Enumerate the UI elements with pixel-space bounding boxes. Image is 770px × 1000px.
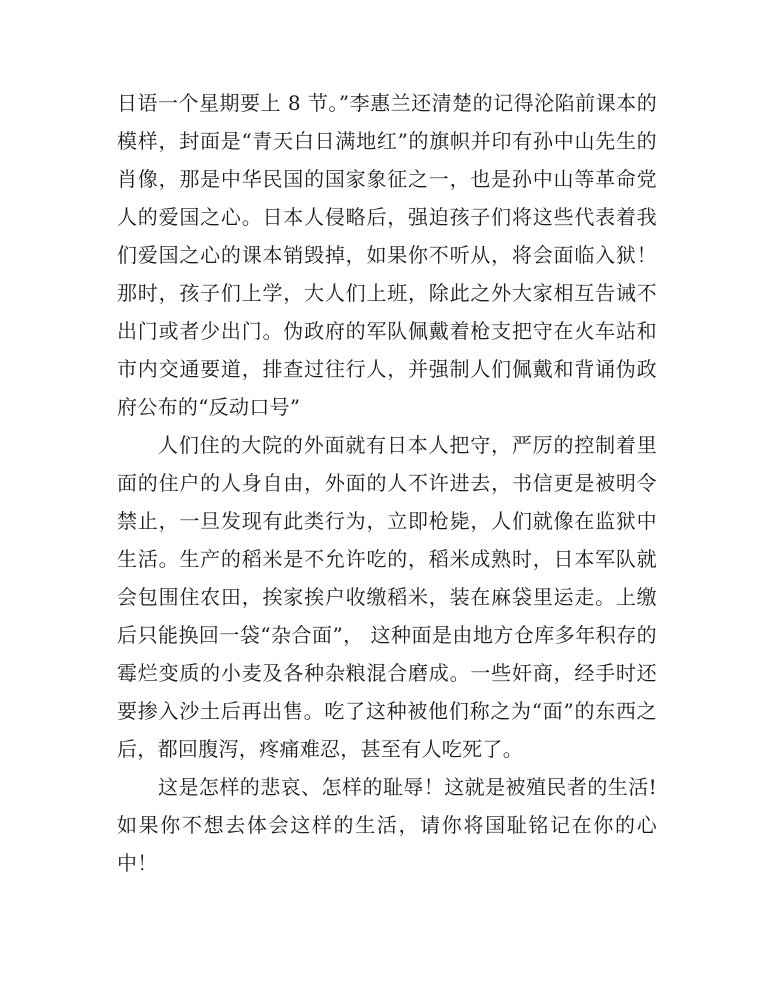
paragraph-occupation-control: 人们住的大院的外面就有日本人把守，严厉的控制着里面的住户的人身自由，外面的人不许进去，书信更是被明令禁止，一旦发现有此类行为，立即枪毙，人们就像在监狱中生活。生产的稻米是不允许吃的，稻米成熟时，日本军队就会包围住农田，挨家挨户收缴稻米，装在麻袋里运走。上缴后只能换回一袋“杂合面”， 这种面是由地方仓库多年积存的霉烂变质的小麦及各种杂粮混合磨成。一些奸商，经手时还要掺入沙土后再出售。吃了这种被他们称之为“面”的东西之后，都回腹泻，疼痛难忍，甚至有人吃死了。 xyxy=(117,433,657,761)
document-body xyxy=(117,84,657,882)
paragraph-conclusion: 这是怎样的悲哀、怎样的耻辱！这就是被殖民者的生活!如果你不想去体会这样的生活，请你将国耻铭记在你的心中！ xyxy=(117,775,657,875)
paragraph-continuation: 日语一个星期要上 8 节。”李惠兰还清楚的记得沦陷前课本的模样，封面是“青天白日满地红”的旗帜并印有孙中山先生的肖像，那是中华民国的国家象征之一，也是孙中山等革命党人的爱国之心。日本人侵略后，强迫孩子们将这些代表着我们爱国之心的课本销毁掉，如果你不听从，将会面临入狱！那时，孩子们上学，大人们上班，除此之外大家相互告诫不出门或者少出门。伪政府的军队佩戴着枪支把守在火车站和市内交通要道，排查过往行人，并强制人们佩戴和背诵伪政府公布的“反动口号” xyxy=(117,91,657,419)
